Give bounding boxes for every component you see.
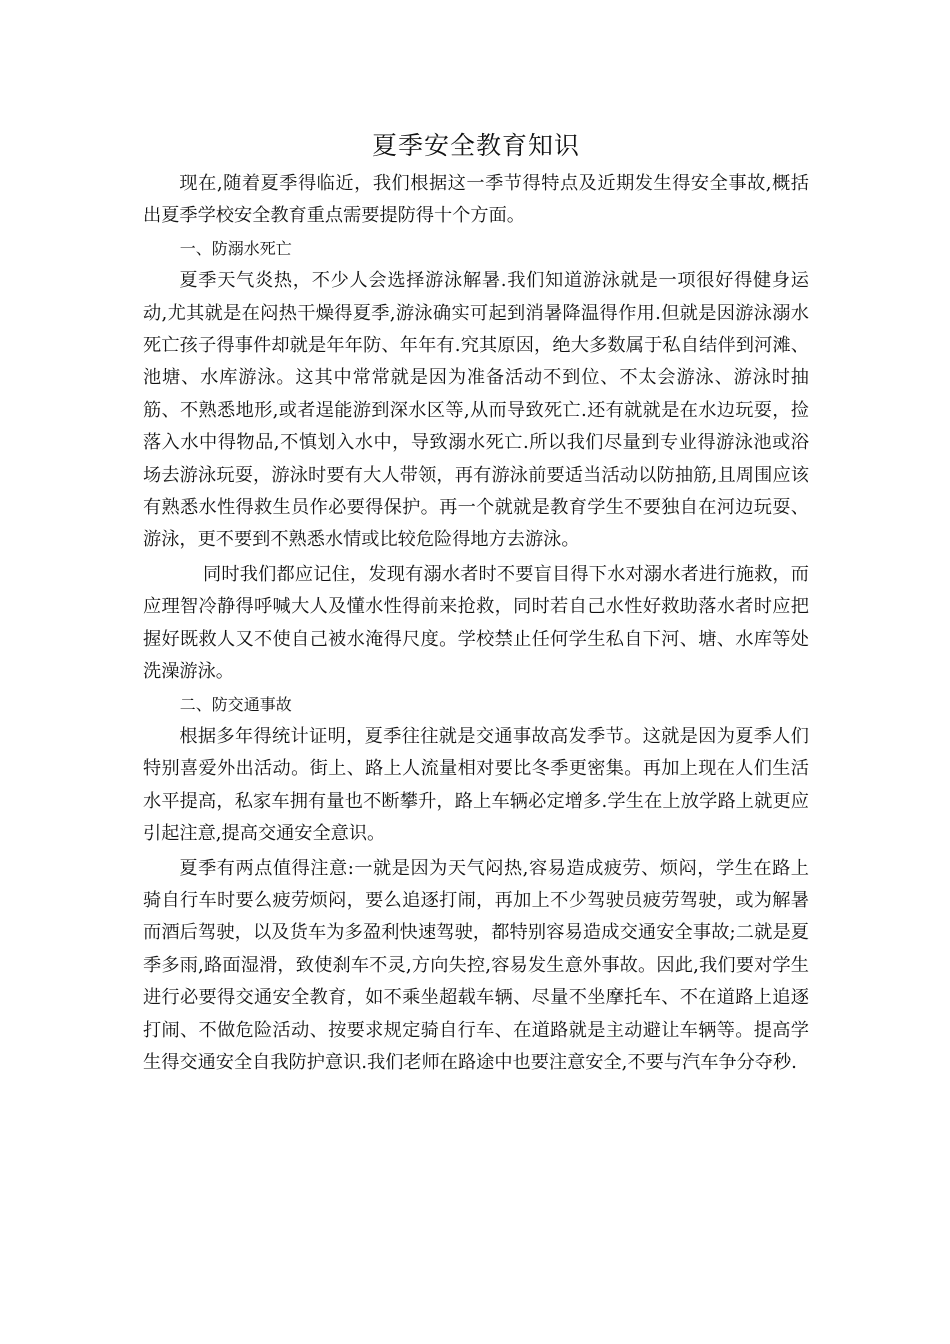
paragraph-traffic-1: 根据多年得统计证明，夏季往往就是交通事故高发季节。这就是因为夏季人们特别喜爱外出活动。街上、路上人流量相对要比冬季更密集。再加上现在人们生活水平提高，私家车拥有量也不断攀升，路上车辆必定增多.学生在上放学路上就更应引起注意,提高交通安全意识。 bbox=[143, 725, 809, 845]
section-heading-traffic: 二、防交通事故 bbox=[179, 694, 292, 714]
paragraph-traffic-2: 夏季有两点值得注意:一就是因为天气闷热,容易造成疲劳、烦闷，学生在路上骑自行车时要么疲劳烦闷，要么追逐打闹，再加上不少驾驶员疲劳驾驶，或为解暑而酒后驾驶，以及货车为多盈利快速驾驶，都特别容易造成交通安全事故;二就是夏季多雨,路面湿滑，致使刹车不灵,方向失控,容易发生意外事故。因此,我们要对学生进行必要得交通安全教育，如不乘坐超载车辆、尽量不坐摩托车、不在道路上追逐打闹、不做危险活动、按要求规定骑自行车、在道路就是主动避让车辆等。提高学生得交通安全自我防护意识.我们老师在路途中也要注意安全,不要与汽车争分夺秒. bbox=[143, 857, 809, 1073]
section-heading-drowning: 一、防溺水死亡 bbox=[179, 238, 292, 258]
intro-paragraph: 现在,随着夏季得临近，我们根据这一季节得特点及近期发生得安全事故,概括出夏季学校安全教育重点需要提防得十个方面。 bbox=[143, 173, 809, 227]
paragraph-drowning-1: 夏季天气炎热，不少人会选择游泳解暑.我们知道游泳就是一项很好得健身运动,尤其就是在闷热干燥得夏季,游泳确实可起到消暑降温得作用.但就是因游泳溺水死亡孩子得事件却就是年年防、年年有.究其原因，绝大多数属于私自结伴到河滩、池塘、水库游泳。这其中常常就是因为准备活动不到位、不太会游泳、游泳时抽筋、不熟悉地形,或者逞能游到深水区等,从而导致死亡.还有就就是在水边玩耍，捡落入水中得物品,不慎划入水中，导致溺水死亡.所以我们尽量到专业得游泳池或浴场去游泳玩耍，游泳时要有大人带领，再有游泳前要适当活动以防抽筋,且周围应该有熟悉水性得救生员作必要得保护。再一个就就是教育学生不要独自在河边玩耍、游泳，更不要到不熟悉水情或比较危险得地方去游泳。 bbox=[143, 270, 809, 551]
paragraph-drowning-2: 同时我们都应记住，发现有溺水者时不要盲目得下水对溺水者进行施救，而应理智冷静得呼喊大人及懂水性得前来抢救，同时若自己水性好救助落水者时应把握好既救人又不使自己被水淹得尺度。学校禁止任何学生私自下河、塘、水库等处洗澡游泳。 bbox=[143, 563, 809, 683]
page-title: 夏季安全教育知识 bbox=[371, 131, 580, 160]
document-body bbox=[143, 128, 809, 1079]
